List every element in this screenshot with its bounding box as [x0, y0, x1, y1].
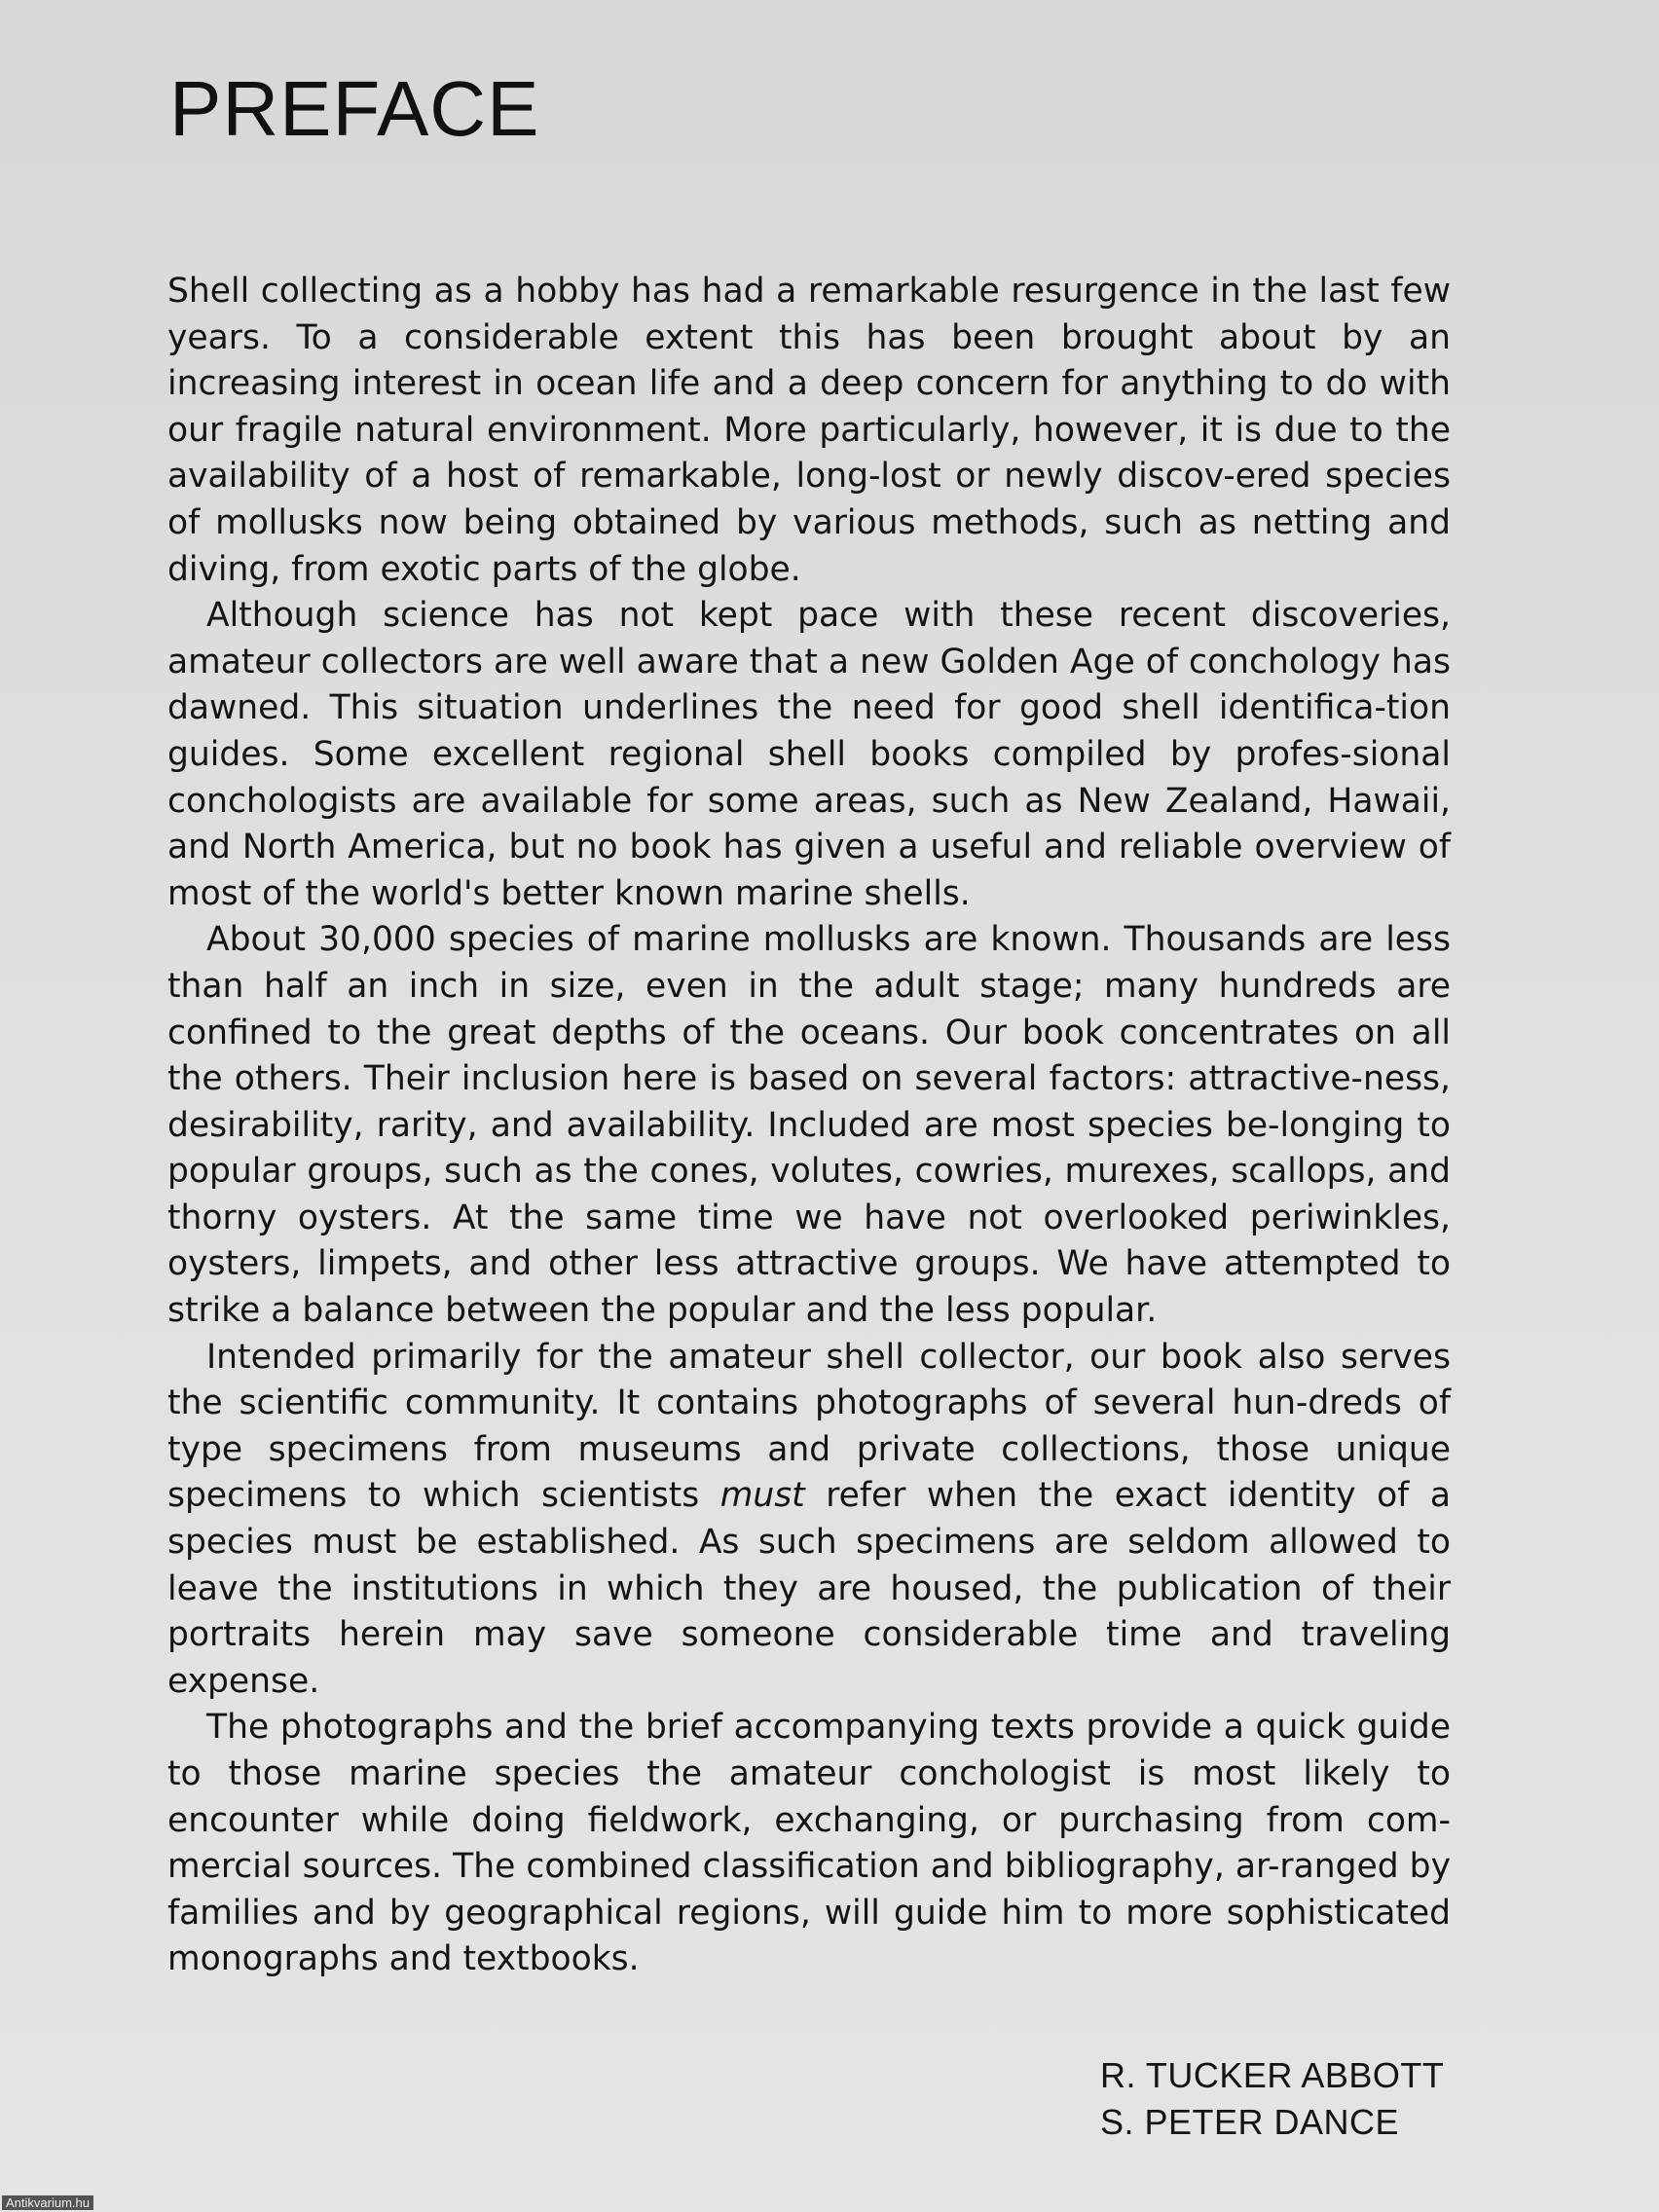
author-name: S. PETER DANCE [1100, 2102, 1400, 2142]
paragraph-3: About 30,000 species of marine mollusks are known. Thousands are less than half an inch in size, even in the adult stage; many hundreds are confined to the great depths of the oceans. Our book concentrates on all the others. Their inclusion here is based on several factors: attractive-ness, desirability, rarity, and availability. Included are most species be-longing to popular groups, such as the cones, volutes, cowries, murexes, scallops, and thorny oysters. At the same time we have not overlooked periwinkles, oysters, limpets, and other less attractive groups. We have attempted to strike a balance between the popular and the less popular. [167, 920, 1451, 1331]
page-title: PREFACE [169, 65, 540, 152]
paragraph-4-end: refer when the exact identity of a species must be established. As such specimens are seldom allowed to leave the institutions in which they are housed, the publication of their portraits herein may save someone considerable time and traveling expense. [167, 1476, 1451, 1701]
author-signatures [1100, 2052, 1444, 2146]
paragraph-1: Shell collecting as a hobby has had a remarkable resurgence in the last few years. To a considerable extent this has been brought about by an increasing interest in ocean life and a deep concern for anything to do with our fragile natural environment. More particularly, however, it is due to the availability of a host of remarkable, long-lost or newly discov-ered species of mollusks now being obtained by various methods, such as netting and diving, from exotic parts of the globe. [167, 272, 1451, 589]
preface-body [167, 269, 1451, 1983]
paragraph-4 [167, 1335, 1451, 1706]
paragraph-4-start: Intended primarily for the amateur shell collector, our book also serves the scientific community. It contains photographs of several hun-dreds of type specimens from museums and private collections, those unique specimens to which scientists [167, 1337, 1451, 1516]
paragraph-5: The photographs and the brief accompanying texts provide a quick guide to those marine species the amateur conchologist is most likely to encounter while doing fieldwork, exchanging, or purchasing from com-mercial sources. The combined classification and bibliography, ar-ranged by families and by geographical regions, will guide him to more sophisticated monographs and textbooks. [167, 1708, 1451, 1979]
watermark-label: Antikvarium.hu [2, 2195, 93, 2210]
paragraph-2: Although science has not kept pace with these recent discoveries, amateur collectors are well aware that a new Golden Age of conchology has dawned. This situation underlines the need for good shell identifica-tion guides. Some excellent regional shell books compiled by profes-sional conchologists are available for some areas, such as New Zealand, Hawaii, and North America, but no book has given a useful and reliable overview of most of the world's better known marine shells. [167, 596, 1451, 913]
paragraph-4-emphasis: must [719, 1476, 805, 1516]
author-name: R. TUCKER ABBOTT [1100, 2055, 1445, 2095]
